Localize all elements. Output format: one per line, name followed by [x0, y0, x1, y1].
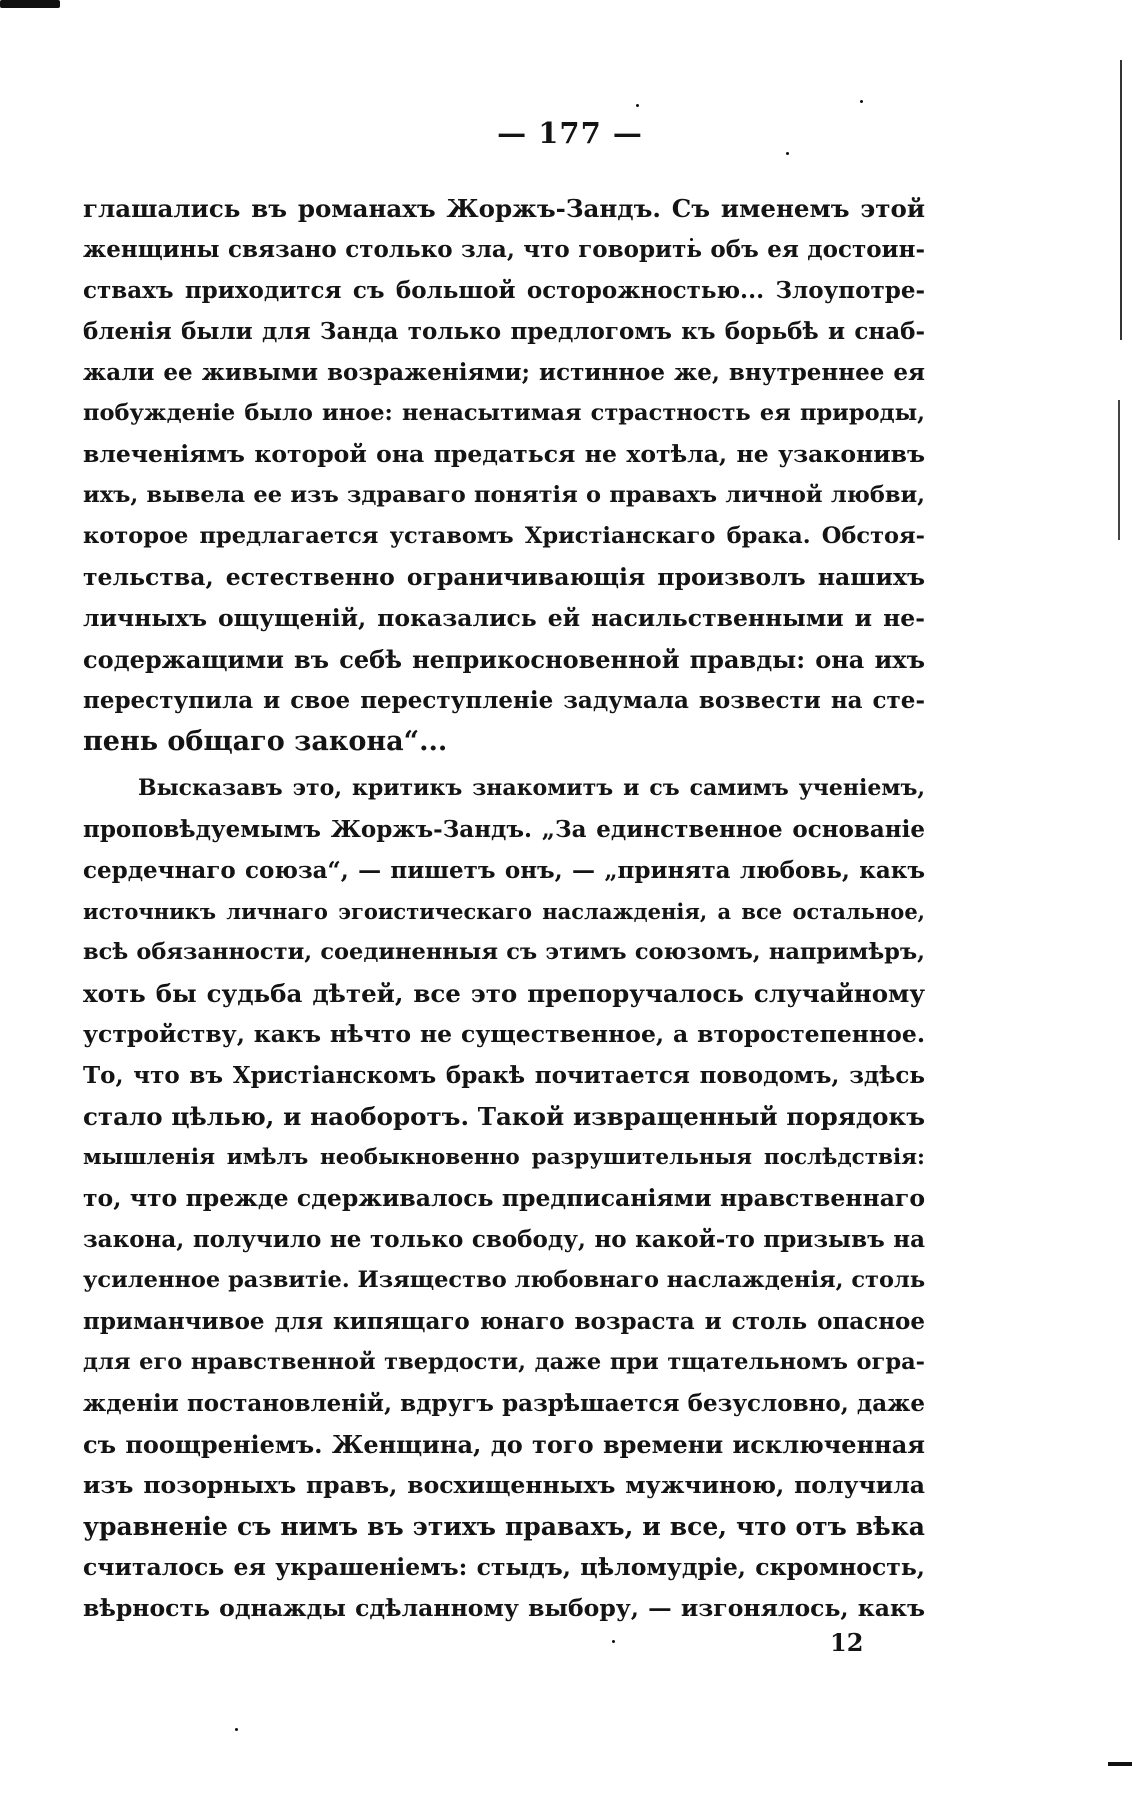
page-number: — 177 — [497, 116, 643, 150]
text-line: личныхъ ощущеній, показались ей насильственными и не- [83, 604, 925, 632]
body-text [83, 188, 925, 1629]
text-line: побужденіе было иное: ненасытимая страстность ея природы, [83, 400, 925, 426]
text-line: устройству, какъ нѣчто не существенное, а второстепенное. [83, 1020, 925, 1048]
scan-edge-dash [1108, 1762, 1132, 1766]
text-line: То, что въ Христіанскомъ бракѣ почитается поводомъ, здѣсь [83, 1062, 925, 1089]
text-line: считалось ея украшеніемъ: стыдъ, цѣломудріе, скромность, [83, 1553, 925, 1581]
scan-speck [612, 1640, 615, 1643]
text-line: бленія были для Занда только предлогомъ къ борьбѣ и снаб- [83, 318, 925, 345]
text-line: ствахъ приходится съ большой осторожностью... Злоупотре- [83, 277, 925, 304]
text-line: стало цѣлью, и наоборотъ. Такой извращенный порядокъ [83, 1102, 925, 1131]
text-line: глашались въ романахъ Жоржъ-Зандъ. Съ именемъ этой [83, 194, 925, 223]
scan-corner-mark [0, 0, 60, 8]
printer-signature-mark: 12 [830, 1628, 864, 1657]
scan-edge-line [1120, 60, 1122, 340]
text-line: мышленія имѣлъ необыкновенно разрушительныя послѣдствія: [83, 1145, 925, 1170]
text-line: тельства, естественно ограничивающія произволъ нашихъ [83, 563, 925, 591]
text-line: содержащими въ себѣ неприкосновенной правды: она ихъ [83, 645, 925, 674]
text-line: приманчивое для кипящаго юнаго возраста и столь опасное [83, 1308, 925, 1335]
text-line: переступила и свое переступленіе задумала возвести на сте- [83, 687, 925, 714]
text-line: Высказавъ это, критикъ знакомитъ и съ самимъ ученіемъ, [138, 775, 925, 801]
text-line: усиленное развитіе. Изящество любовнаго наслажденія, столь [83, 1267, 925, 1293]
text-line: закона, получило не только свободу, но какой-то призывъ на [83, 1226, 925, 1253]
text-line: вѣрность однажды сдѣланному выбору, — изгонялось, какъ [83, 1594, 925, 1622]
scan-speck [860, 100, 863, 103]
paragraph [83, 768, 925, 1629]
text-line: пень общаго закона“... [83, 726, 448, 757]
text-line: источникъ личнаго эгоистическаго наслажденія, а все остальное, [83, 899, 925, 924]
text-line: жали ее живыми возраженіями; истинное же, внутреннее ея [83, 359, 925, 386]
text-line: то, что прежде сдерживалось предписаніями нравственнаго [83, 1184, 925, 1212]
paragraph [83, 188, 925, 762]
scan-speck [636, 104, 639, 107]
text-line: женщины связано столько зла, что говорить объ ея достоин- [83, 236, 925, 263]
text-line: жденіи постановленій, вдругъ разрѣшается безусловно, даже [83, 1390, 925, 1417]
scan-speck [786, 152, 789, 155]
text-line: ихъ, вывела ее изъ здраваго понятія о правахъ личной любви, [83, 482, 925, 508]
scan-edge-line [1118, 400, 1120, 540]
text-line: хоть бы судьба дѣтей, все это препоручалось случайному [83, 979, 925, 1008]
text-line: проповѣдуемымъ Жоржъ-Зандъ. „За единственное основаніе [83, 816, 925, 843]
text-line: которое предлагается уставомъ Христіанскаго брака. Обстоя- [83, 523, 925, 549]
text-line: изъ позорныхъ правъ, восхищенныхъ мужчиною, получила [83, 1471, 925, 1499]
text-line: всѣ обязанности, соединенныя съ этимъ союзомъ, напримѣръ, [83, 939, 925, 965]
text-line: для его нравственной твердости, даже при тщательномъ огра- [83, 1349, 925, 1375]
text-line: сердечнаго союза“, — пишетъ онъ, — „принята любовь, какъ [83, 857, 925, 884]
text-line: съ поощреніемъ. Женщина, до того времени исключенная [83, 1430, 925, 1459]
text-line: влеченіямъ которой она предаться не хотѣла, не узаконивъ [83, 440, 925, 468]
text-line: уравненіе съ нимъ въ этихъ правахъ, и все, что отъ вѣка [83, 1512, 925, 1541]
scan-speck [235, 1728, 238, 1731]
